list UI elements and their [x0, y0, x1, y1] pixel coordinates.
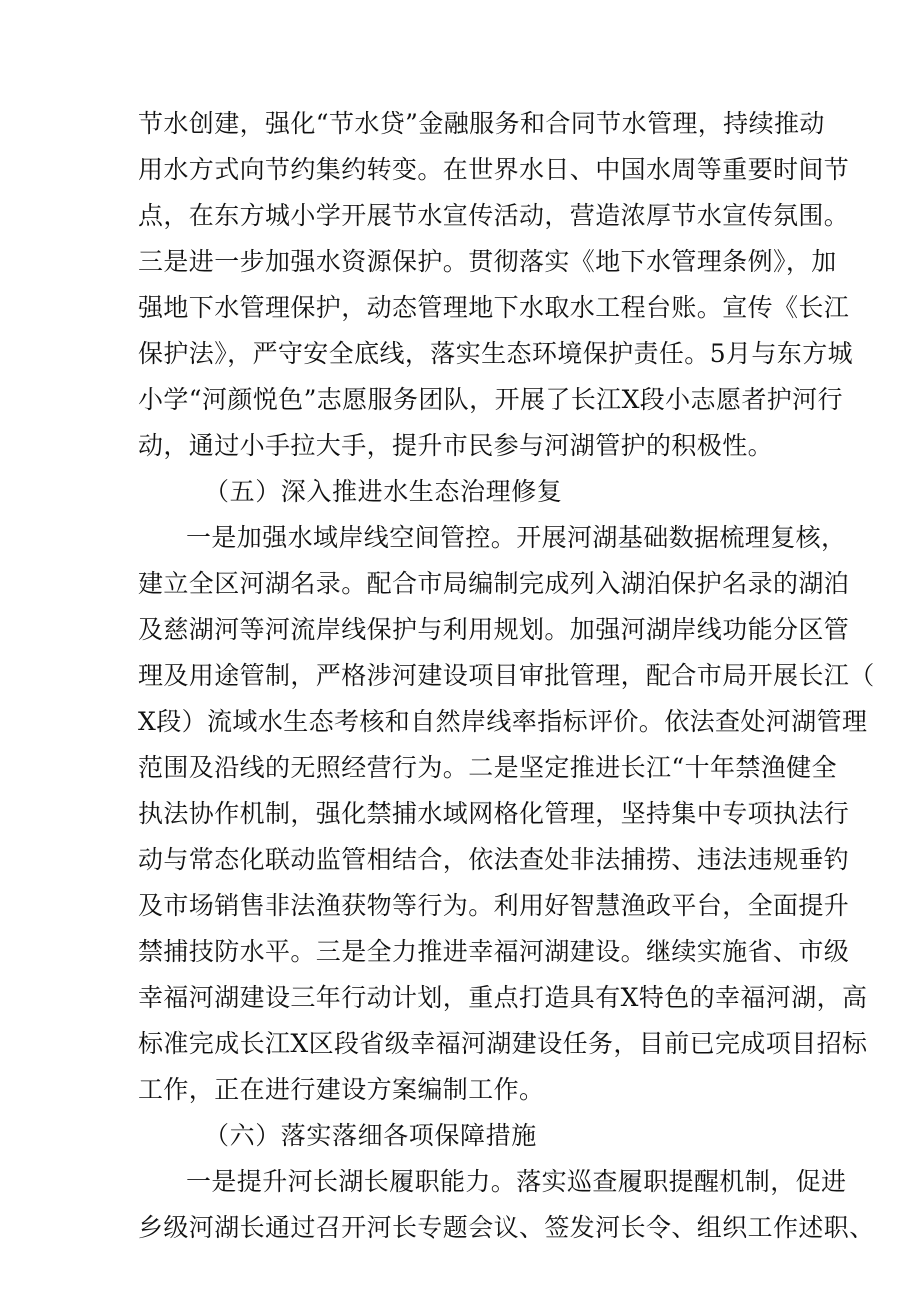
body-text-line: 禁捕技防水平。三是全力推进幸福河湖建设。继续实施省、市级: [138, 937, 850, 966]
body-text-line: 理及用途管制，严格涉河建设项目审批管理，配合市局开展长江（: [138, 661, 875, 690]
body-text-line: 小学“河颜悦色”志愿服务团队，开展了长江X段小志愿者护河行: [138, 385, 843, 414]
body-text-line: 三是进一步加强水资源保护。贯彻落实《地下水管理条例》，加: [138, 247, 837, 276]
body-text-line: 动，通过小手拉大手，提升市民参与河湖管护的积极性。: [138, 431, 774, 460]
body-text-line: 点，在东方城小学开展节水宣传活动，营造浓厚节水宣传氛围。: [138, 201, 850, 230]
body-text-line: 用水方式向节约集约转变。在世界水日、中国水周等重要时间节: [138, 155, 850, 184]
section-heading: （六）落实落细各项保障措施: [204, 1121, 537, 1150]
body-text-line: 动与常态化联动监管相结合，依法查处非法捕捞、违法违规垂钓: [138, 845, 850, 874]
body-text-line: 保护法》，严守安全底线，落实生态环境保护责任。5月与东方城: [138, 339, 854, 368]
body-text-line: 及市场销售非法渔获物等行为。利用好智慧渔政平台，全面提升: [138, 891, 850, 920]
body-text-line: 幸福河湖建设三年行动计划，重点打造具有X特色的幸福河湖，高: [138, 983, 868, 1012]
body-text-line: 执法协作机制，强化禁捕水域网格化管理，坚持集中专项执法行: [138, 799, 850, 828]
body-text-line: 乡级河湖长通过召开河长专题会议、签发河长令、组织工作述职、: [138, 1213, 875, 1242]
section-heading: （五）深入推进水生态治理修复: [204, 477, 563, 506]
body-text-line: 标准完成长江X区段省级幸福河湖建设任务，目前已完成项目招标: [138, 1029, 868, 1058]
paragraph-first-line: 一是加强水域岸线空间管控。开展河湖基础数据梳理复核，: [186, 523, 847, 552]
body-text-line: 范围及沿线的无照经营行为。二是坚定推进长江“十年禁渔健全: [138, 753, 837, 782]
body-text-line: 节水创建，强化“节水贷”金融服务和合同节水管理，持续推动: [138, 109, 825, 138]
body-text-line: 建立全区河湖名录。配合市局编制完成列入湖泊保护名录的湖泊: [138, 569, 850, 598]
body-text-line: 及慈湖河等河流岸线保护与利用规划。加强河湖岸线功能分区管: [138, 615, 850, 644]
body-text-line: X段）流域水生态考核和自然岸线率指标评价。依法查处河湖管理: [138, 707, 868, 736]
body-text-line: 强地下水管理保护，动态管理地下水取水工程台账。宣传《长江: [138, 293, 850, 322]
body-text-line: 工作，正在进行建设方案编制工作。: [138, 1075, 545, 1104]
paragraph-first-line: 一是提升河长湖长履职能力。落实巡查履职提醒机制，促进: [186, 1167, 847, 1196]
